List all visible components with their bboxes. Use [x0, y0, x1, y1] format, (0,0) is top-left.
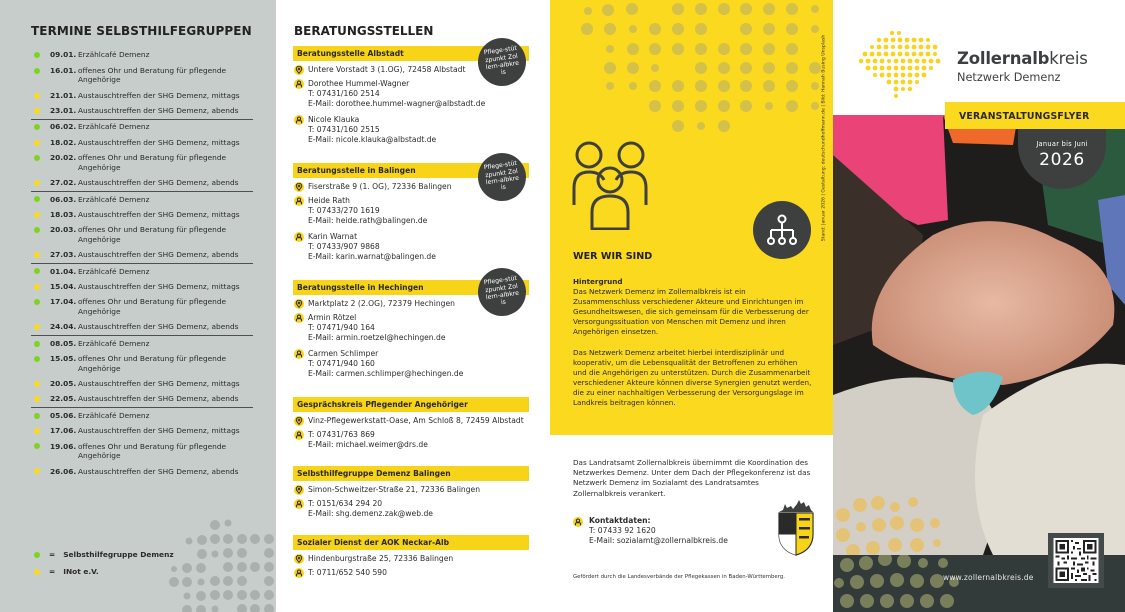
termin-date: 23.01.: [50, 106, 77, 116]
termin-text: Austauschtreffen der SHG Demenz, mittags: [78, 137, 240, 147]
contact-email[interactable]: E-Mail: michael.weimer@drs.de: [308, 440, 428, 449]
yellow-dot-icon: [34, 180, 40, 186]
yellow-dot-icon: [34, 212, 40, 218]
hintergrund-subtitle: Hintergrund: [573, 277, 623, 286]
address: Simon-Schweitzer-Straße 21, 72336 Balingen: [308, 485, 481, 494]
logo-bold: Zollernalb: [957, 49, 1050, 68]
termin-date: 06.02.: [50, 122, 77, 132]
termin-date: 18.02.: [50, 137, 77, 147]
green-dot-icon: [34, 356, 40, 362]
section-title: Sozialer Dienst der AOK Neckar-Alb: [293, 535, 529, 550]
yellow-dot-icon: [34, 324, 40, 330]
yellow-dot-icon: [34, 428, 40, 434]
person-email[interactable]: E-Mail: karin.warnat@balingen.de: [308, 252, 436, 261]
badge-text: Pflege-stützpunkt Zollern-albkreis: [483, 160, 520, 192]
termin-text: Erzählcafé Demenz: [78, 338, 150, 348]
address: Untere Vorstadt 3 (1.OG), 72458 Albstadt: [308, 65, 466, 74]
address-row: [293, 554, 529, 564]
termin-text: Austauschtreffen der SHG Demenz, mittags: [78, 90, 240, 100]
person-icon: [294, 232, 304, 242]
termin-item: [31, 223, 253, 248]
green-dot-icon: [34, 155, 40, 161]
person-phone: T: 07431/160 2515: [308, 125, 380, 134]
termin-item: [31, 104, 253, 120]
termin-item: [31, 192, 253, 207]
green-dot-icon: [34, 341, 40, 347]
legend-label: Selbsthilfegruppe Demenz: [63, 550, 174, 559]
person-icon: [573, 517, 583, 527]
termin-date: 24.04.: [50, 322, 77, 332]
contact-person: [293, 115, 529, 145]
termin-date: 16.01.: [50, 65, 77, 75]
termin-text: Austauschtreffen der SHG Demenz, mittags: [78, 282, 240, 292]
beratungsstellen-panel: [276, 0, 550, 612]
section-title: Beratungsstelle Albstadt: [293, 46, 529, 61]
termin-date: 27.02.: [50, 178, 77, 188]
person-icon: [294, 499, 304, 509]
credits-vertical: [818, 10, 830, 265]
green-dot-icon: [34, 52, 40, 58]
person-icon: [294, 79, 304, 89]
green-dot-icon: [34, 299, 40, 305]
termine-panel: [0, 0, 276, 612]
termin-text: Erzählcafé Demenz: [78, 50, 150, 60]
person-icon: [294, 196, 304, 206]
termin-date: 18.03.: [50, 209, 77, 219]
termin-text: Austauschtreffen der SHG Demenz, mittags: [78, 209, 240, 219]
legend-item: [31, 546, 174, 563]
badge-text: Pflege-stützpunkt Zollern-albkreis: [483, 275, 520, 307]
logo-wordmark: [957, 49, 1088, 68]
section-title: Gesprächskreis Pflegender Angehöriger: [293, 397, 529, 412]
termin-date: 08.05.: [50, 338, 77, 348]
landratsamt-intro: Das Landratsamt Zollernalbkreis übernimmt die Koordination des Netzwerkes Demenz. Unter dem Dach der Pflegekonferenz ist das Netzwerk Demenz im Sozialamt des Landratsamtes Zollernalbkreis verankert.: [573, 458, 811, 498]
person-icon: [294, 313, 304, 323]
termin-item: [31, 295, 253, 320]
location-pin-icon: [294, 554, 304, 564]
location-pin-icon: [294, 485, 304, 495]
yellow-dot-icon: [34, 93, 40, 99]
people-group-icon: [572, 140, 648, 230]
person-name: Karin Warnat: [308, 232, 358, 241]
contact-email[interactable]: E-Mail: shg.demenz.zak@web.de: [308, 509, 433, 518]
person-email[interactable]: E-Mail: carmen.schlimper@hechingen.de: [308, 369, 464, 378]
termin-item: [31, 336, 253, 351]
termin-text: offenes Ohr und Beratung für pflegende Angehörige: [78, 65, 227, 85]
termin-date: 19.06.: [50, 441, 77, 451]
termin-item: [31, 88, 253, 103]
green-dot-icon: [34, 196, 40, 202]
logo-light: kreis: [1049, 49, 1088, 68]
termin-text: offenes Ohr und Beratung für pflegende Angehörige: [78, 297, 227, 317]
green-dot-icon: [34, 68, 40, 74]
badge-text: Pflege-stützpunkt Zollern-albkreis: [483, 45, 520, 77]
termin-text: Austauschtreffen der SHG Demenz, abends: [78, 250, 239, 260]
termin-text: Austauschtreffen der SHG Demenz, abends: [78, 106, 239, 116]
kontakt-block: [573, 516, 728, 546]
green-dot-icon: [34, 552, 40, 558]
year: 2026: [1039, 150, 1085, 170]
kontakt-email[interactable]: E-Mail: sozialamt@zollernalbkreis.de: [589, 536, 728, 545]
legend-label: INot e.V.: [63, 567, 99, 576]
person-phone: T: 07471/940 160: [308, 359, 375, 368]
termin-date: 27.03.: [50, 250, 77, 260]
termin-text: Austauschtreffen der SHG Demenz, abends: [78, 322, 239, 332]
yellow-dot-icon: [34, 108, 40, 114]
person-email[interactable]: E-Mail: armin.roetzel@hechingen.de: [308, 333, 446, 342]
hintergrund-paragraph-1: Das Netzwerk Demenz im Zollernalbkreis ist ein Zusammenschluss verschiedener Akteure und Einrichtungen im Gesundheitswesen, die sich gemeinsam für die Verbesserung der Versorgungssituation von Menschen mit Demenz und ihren Angehörigen einsetzen.: [573, 287, 809, 337]
termin-text: offenes Ohr und Beratung für pflegende Angehörige: [78, 153, 227, 172]
termin-date: 22.05.: [50, 394, 77, 404]
person-icon: [294, 568, 304, 578]
termin-date: 26.06.: [50, 466, 77, 476]
yellow-dot-icon: [34, 381, 40, 387]
person-phone: T: 07433/270 1619: [308, 206, 380, 215]
green-dot-icon: [34, 443, 40, 449]
legend: [31, 546, 174, 580]
green-dot-icon: [34, 268, 40, 274]
location-pin-icon: [294, 416, 304, 426]
termin-item: [31, 120, 253, 135]
termin-text: Austauschtreffen der SHG Demenz, mittags: [78, 426, 240, 436]
credits-text: Stand: Januar 2026 | Gestaltung: deutschundhoffmann.de | Bild: Hannah Busing Unsplash: [821, 34, 827, 241]
logo-subtitle: Netzwerk Demenz: [957, 71, 1061, 84]
termin-item: [31, 464, 253, 479]
zollernalbkreis-coat-of-arms: [777, 498, 815, 556]
termin-date: 17.04.: [50, 297, 77, 307]
green-dot-icon: [34, 413, 40, 419]
yellow-dot-icon: [34, 468, 40, 474]
contact-person: [293, 349, 529, 379]
termin-text: Austauschtreffen der SHG Demenz, abends: [78, 178, 239, 188]
section-title: Selbsthilfegruppe Demenz Balingen: [293, 466, 529, 481]
veranstaltungsflyer-label: VERANSTALTUNGSFLYER: [945, 102, 1125, 129]
termin-item: [31, 176, 253, 192]
date-range: Januar bis Juni: [1036, 140, 1088, 148]
address-row: [293, 485, 529, 495]
termin-date: 17.06.: [50, 426, 77, 436]
termin-item: [31, 48, 253, 63]
termin-item: [31, 392, 253, 408]
zollernalbkreis-logo-dots: [858, 30, 950, 98]
termin-item: [31, 151, 253, 176]
person-name: Armin Rötzel: [308, 313, 357, 322]
person-email[interactable]: E-Mail: dorothee.hummel-wagner@albstadt.de: [308, 99, 486, 108]
person-name: Nicole Klauka: [308, 115, 360, 124]
contact-phone: T: 0711/652 540 590: [308, 568, 387, 577]
hintergrund-paragraph-2: Das Netzwerk Demenz arbeitet hierbei interdisziplinär und kooperativ, um die Lebensqualität der Betroffenen zu erhöhen und die Angehörigen zu unterstützen. Durch die Zusammenarbeit verschiedener Akteure können diverse Synergien genutzt werden, die zu einer nachhaltigen Verbesserung der Versorgungslage im Landkreis beitragen können.: [573, 347, 812, 408]
termin-item: [31, 377, 253, 392]
kontakt-phone: T: 07433 92 1620: [589, 526, 656, 535]
yellow-dot-icon: [34, 252, 40, 258]
hintergrund-block: [573, 277, 813, 418]
termin-item: [31, 320, 253, 336]
beratungsstelle-section: [293, 397, 529, 450]
termine-title: TERMINE SELBSTHILFEGRUPPEN: [31, 24, 252, 38]
section-title: Beratungsstelle in Balingen: [293, 163, 529, 178]
beratungsstellen-title: BERATUNGSSTELLEN: [294, 24, 434, 38]
network-icon-badge: [753, 201, 811, 259]
foerder-hinweis: Gefördert durch die Landesverbände der Pflegekassen in Baden-Württemberg.: [573, 574, 785, 580]
person-icon: [294, 115, 304, 125]
termin-date: 09.01.: [50, 50, 77, 60]
termin-item: [31, 248, 253, 264]
termin-item: [31, 424, 253, 439]
termin-item: [31, 63, 253, 88]
person-name: Carmen Schlimper: [308, 349, 379, 358]
yellow-dot-icon: [34, 396, 40, 402]
location-pin-icon: [294, 299, 304, 309]
qr-code[interactable]: [1048, 533, 1104, 588]
termin-text: Austauschtreffen der SHG Demenz, abends: [78, 394, 239, 404]
legend-equals: =: [49, 550, 56, 559]
termin-item: [31, 352, 253, 377]
termin-item: [31, 439, 253, 464]
termin-item: [31, 208, 253, 223]
address-row: [293, 416, 529, 426]
termin-date: 20.03.: [50, 225, 77, 235]
section-title: Beratungsstelle in Hechingen: [293, 280, 529, 295]
termin-text: Erzählcafé Demenz: [78, 266, 150, 276]
legend-equals: =: [49, 567, 56, 576]
person-phone: T: 07431/160 2514: [308, 89, 380, 98]
termin-item: [31, 135, 253, 150]
address: Fiserstraße 9 (1. OG), 72336 Balingen: [308, 182, 452, 191]
green-dot-icon: [34, 124, 40, 130]
dot-pattern-decoration: [580, 0, 830, 140]
contact-phone: T: 0151/634 294 20: [308, 499, 383, 508]
dot-pattern-decoration: [165, 515, 276, 612]
kontakt-label: Kontaktdaten:: [589, 516, 651, 525]
yellow-dot-icon: [34, 140, 40, 146]
address: Marktplatz 2 (2.OG), 72379 Hechingen: [308, 299, 455, 308]
termin-text: offenes Ohr und Beratung für pflegende Angehörige: [78, 354, 227, 373]
contact-info: [293, 499, 529, 519]
cover-panel: [833, 0, 1125, 612]
termin-date: 15.05.: [50, 354, 77, 364]
address: Hindenburgstraße 25, 72336 Balingen: [308, 554, 454, 563]
termin-date: 05.06.: [50, 410, 77, 420]
dot-pattern-decoration: [833, 555, 963, 612]
beratungsstelle-section: [293, 466, 529, 519]
contact-info: [293, 568, 529, 578]
person-email[interactable]: E-Mail: heide.rath@balingen.de: [308, 216, 428, 225]
person-name: Dorothee Hummel-Wagner: [308, 79, 410, 88]
person-phone: T: 07433/907 9868: [308, 242, 380, 251]
person-phone: T: 07471/940 164: [308, 323, 375, 332]
contact-person: [293, 313, 529, 343]
location-pin-icon: [294, 182, 304, 192]
termin-item: [31, 408, 253, 423]
address: Vinz-Pflegewerkstatt-Oase, Am Schloß 8, 72459 Albstadt: [308, 416, 524, 425]
termin-item: [31, 264, 253, 279]
person-icon: [294, 430, 304, 440]
termine-list: [31, 48, 253, 480]
termin-date: 06.03.: [50, 194, 77, 204]
wer-wir-sind-title: WER WIR SIND: [573, 251, 653, 262]
termin-date: 20.02.: [50, 153, 77, 163]
network-hierarchy-icon: [767, 214, 797, 246]
person-icon: [294, 349, 304, 359]
termin-text: Erzählcafé Demenz: [78, 410, 150, 420]
green-dot-icon: [34, 227, 40, 233]
yellow-dot-icon: [34, 284, 40, 290]
termin-text: Austauschtreffen der SHG Demenz, abends: [78, 466, 239, 476]
contact-info: [293, 430, 529, 450]
termin-text: Erzählcafé Demenz: [78, 122, 150, 132]
contact-person: [293, 196, 529, 226]
termin-date: 20.05.: [50, 379, 77, 389]
termin-date: 15.04.: [50, 282, 77, 292]
contact-phone: T: 07431/763 869: [308, 430, 375, 439]
termin-text: Austauschtreffen der SHG Demenz, mittags: [78, 379, 240, 389]
termin-text: offenes Ohr und Beratung für pflegende Angehörige: [78, 225, 227, 244]
person-name: Heide Rath: [308, 196, 350, 205]
legend-item: [31, 563, 174, 580]
termin-text: offenes Ohr und Beratung für pflegende Angehörige: [78, 441, 227, 461]
wer-wir-sind-panel: [550, 0, 833, 612]
termin-item: [31, 280, 253, 295]
location-pin-icon: [294, 65, 304, 75]
contact-person: [293, 232, 529, 262]
beratungsstelle-section: [293, 535, 529, 578]
termin-text: Erzählcafé Demenz: [78, 194, 150, 204]
yellow-dot-icon: [34, 569, 40, 575]
termin-date: 21.01.: [50, 90, 77, 100]
termin-date: 01.04.: [50, 266, 77, 276]
website-link[interactable]: www.zollernalbkreis.de: [943, 573, 1034, 582]
person-email[interactable]: E-Mail: nicole.klauka@albstadt.de: [308, 135, 437, 144]
